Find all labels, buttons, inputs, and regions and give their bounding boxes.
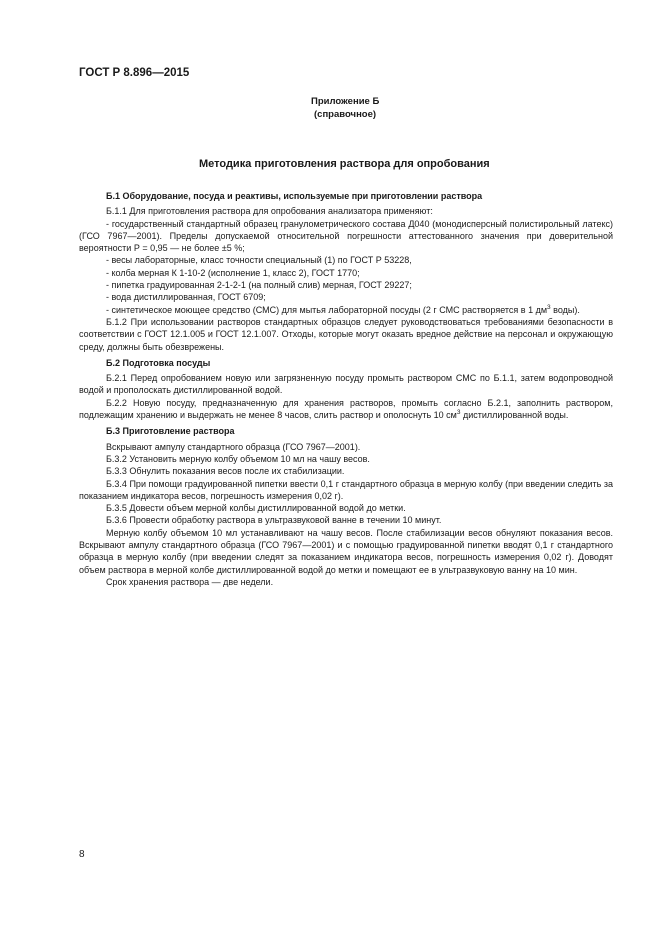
list-item: - вода дистиллированная, ГОСТ 6709; xyxy=(106,292,266,303)
paragraph-b3-2: Б.3.2 Установить мерную колбу объемом 10 мл на чашу весов. xyxy=(106,453,370,464)
document-body xyxy=(79,186,613,588)
list-item: - колба мерная К 1-10-2 (исполнение 1, класс 2), ГОСТ 1770; xyxy=(106,267,360,278)
paragraph-text-end: дистиллированной воды. xyxy=(460,410,569,421)
paragraph-b3-3: Б.3.3 Обнулить показания весов после их стабилизации. xyxy=(106,466,345,477)
standard-header: ГОСТ Р 8.896—2015 xyxy=(79,67,190,79)
appendix-title: Приложение Б xyxy=(311,96,380,107)
paragraph-b3-5: Б.3.5 Довести объем мерной колбы дистиллированной водой до метки. xyxy=(106,503,406,514)
section-heading-b3: Б.3 Приготовление раствора xyxy=(106,426,235,437)
paragraph-b3-6: Б.3.6 Провести обработку раствора в ультразвуковой ванне в течении 10 минут. xyxy=(106,515,442,526)
list-item xyxy=(79,304,613,316)
section-heading-b2: Б.2 Подготовка посуды xyxy=(106,357,211,368)
page-title: Методика приготовления раствора для опробования xyxy=(199,158,490,170)
list-item: - весы лабораторные, класс точности специальный (1) по ГОСТ Р 53228, xyxy=(106,255,412,266)
superscript: 3 xyxy=(456,409,461,417)
page-number: 8 xyxy=(79,849,85,860)
paragraph-b3-0: Вскрывают ампулу стандартного образца (ГСО 7967—2001). xyxy=(106,441,361,452)
appendix-type: (справочное) xyxy=(314,109,377,120)
paragraph-b3-4: Б.3.4 При помощи градуированной пипетки ввести 0,1 г стандартного образца в мерную колбу (при введении следить за показанием индикатора весов, погрешность измерения 0,02 г). xyxy=(79,478,613,501)
list-item-text-end: воды). xyxy=(550,304,580,315)
paragraph-text: Б.2.2 Новую посуду, предназначенную для хранения растворов, промыть согласно Б.2.1, заполнить раствором, подлежащим хранению и выдержать не менее 8 часов, слить раствор и ополоснуть 10 см xyxy=(79,397,613,421)
paragraph-b2-1: Б.2.1 Перед опробованием новую или загрязненную посуду промыть раствором СМС по Б.1.1, затем водопроводной водой и прополоскать дистиллированной водой. xyxy=(79,373,613,396)
paragraph-b3-8: Срок хранения раствора — две недели. xyxy=(106,576,274,587)
paragraph-b1-1: Б.1.1 Для приготовления раствора для опробования анализатора применяют: xyxy=(106,206,433,217)
paragraph-b1-2: Б.1.2 При использовании растворов стандартных образцов следует руководствоваться требованиями безопасности в соответствии с ГОСТ 12.1.005 и ГОСТ 12.1.007. Отходы, которые могут оказать вредное действие на персонал и окружающую среду, должны быть обезврежены. xyxy=(79,316,613,352)
section-heading-b1: Б.1 Оборудование, посуда и реактивы, используемые при приготовлении раствора xyxy=(106,191,483,201)
list-item-text: - синтетическое моющее средство (СМС) для мытья лабораторной посуды (2 г СМС растворяется в 1 дм xyxy=(106,304,548,315)
paragraph-b2-2 xyxy=(79,397,613,422)
superscript: 3 xyxy=(547,303,551,311)
list-item: - пипетка градуированная 2-1-2-1 (на полный слив) мерная, ГОСТ 29227; xyxy=(106,280,412,291)
list-item: - государственный стандартный образец гранулометрического состава Д040 (монодисперсный полистирольный латекс) (ГСО 7967—2001). Пределы допускаемой относительной погрешности аттестованного значения при доверительной вероятности Р = 0,95 — не более ±5 %; xyxy=(79,218,613,254)
paragraph-b3-7: Мерную колбу объемом 10 мл устанавливают на чашу весов. После стабилизации весов обнуляют показания весов. Вскрывают ампулу стандартного образца (ГСО 7967—2001) и с помощью градуированной пипетки вводят 0,1 г стандартного образца в мерную колбу (при введении следят за показанием индикатора весов, погрешность измерения 0,02 г). Доводят объем раствора в мерной колбе дистиллированной водой до метки и помещают ее в ультразвуковую ванну на 10 мин. xyxy=(79,527,613,575)
